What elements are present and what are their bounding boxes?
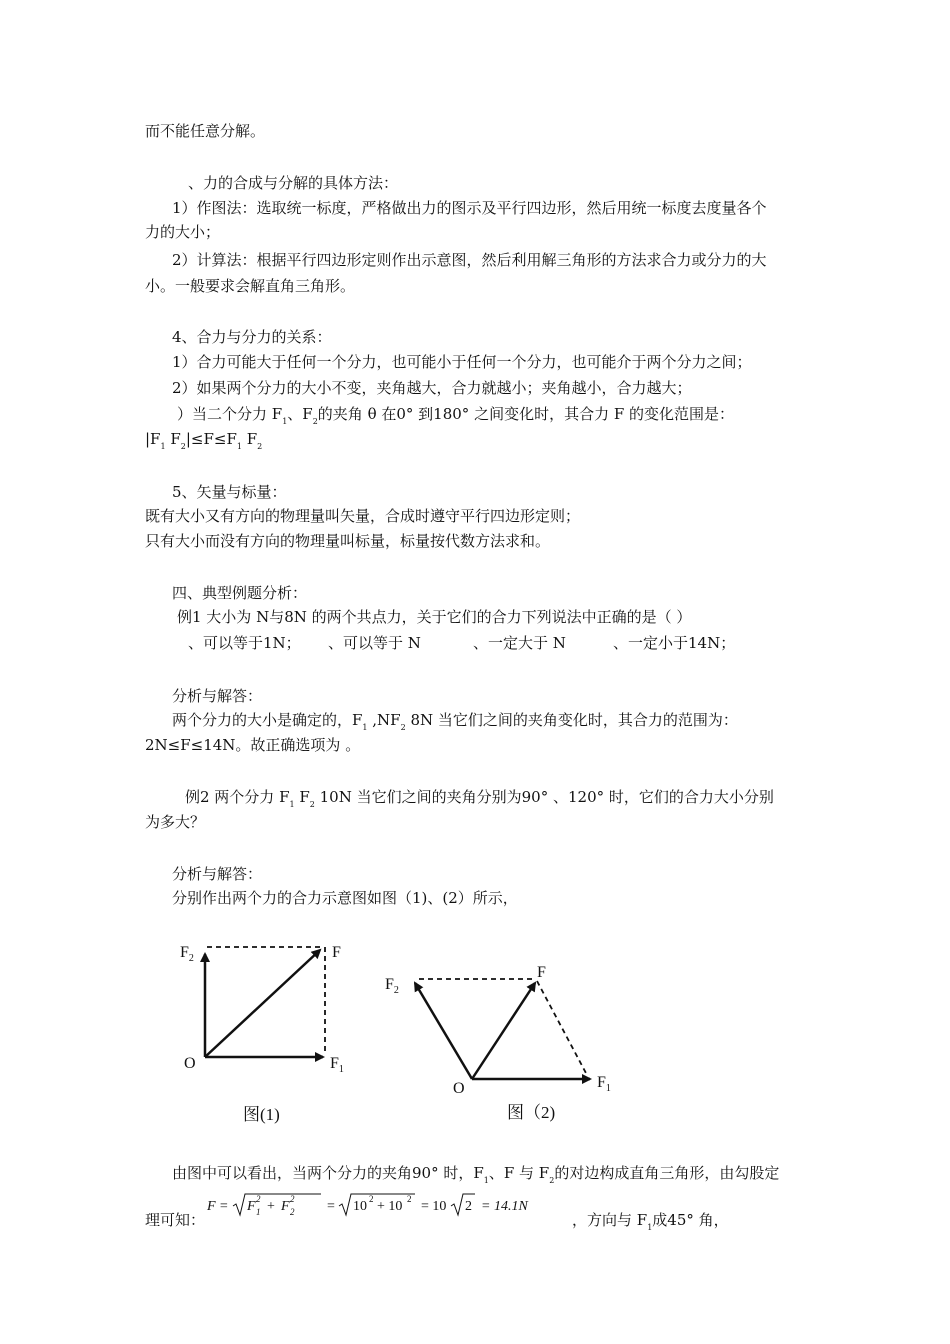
svg-text:2: 2 <box>369 1194 374 1204</box>
text-line: 2）如果两个分力的大小不变，夹角越大，合力就越小；夹角越小，合力越大； <box>172 379 692 397</box>
text-line: 2N≤F≤14N。故正确选项为 。 <box>145 736 361 754</box>
text-line: 小。一般要求会解直角三角形。 <box>145 277 356 295</box>
text-line: ）当二个分力 $F_1$、$F_2$的夹角 θ 在0° 到180° 之间变化时，其合力 F 的变化范围是： <box>177 405 735 426</box>
section-heading: 分析与解答： <box>172 687 263 705</box>
svg-text:2: 2 <box>256 1194 261 1204</box>
text-line: 而不能任意分解。 <box>145 122 266 140</box>
text-line: 1）作图法：选取统一标度，严格做出力的图示及平行四边形，然后用统一标度去度量各个 <box>172 199 767 217</box>
svg-text:F =: F = <box>207 1199 229 1214</box>
svg-text:=: = <box>327 1199 335 1214</box>
text-line: 既有大小又有方向的物理量叫矢量，合成时遵守平行四边形定则； <box>145 507 581 525</box>
option-b: 、可以等于 N <box>328 634 421 652</box>
svg-text:2: 2 <box>290 1194 295 1204</box>
resultant-f-arrow <box>205 950 320 1057</box>
svg-text:+ 10: + 10 <box>377 1199 403 1214</box>
label-o: O <box>184 1055 196 1072</box>
label-f1: $F_1$ <box>597 1074 611 1094</box>
label-f1: $F_1$ <box>330 1055 344 1075</box>
svg-text:2: 2 <box>465 1199 472 1214</box>
label-o: O <box>453 1080 465 1097</box>
figure-caption: 图(1) <box>243 1105 280 1124</box>
text-line: 为多大？ <box>145 813 206 831</box>
text-line: 理可知： <box>145 1211 206 1229</box>
svg-text:2: 2 <box>407 1194 412 1204</box>
section-heading: 、力的合成与分解的具体方法： <box>188 174 399 192</box>
text-line: 力的大小； <box>145 223 221 241</box>
svg-text:10: 10 <box>353 1199 367 1214</box>
label-f2: $F_2$ <box>180 944 194 964</box>
svg-text:2: 2 <box>290 1207 295 1217</box>
svg-text:+: + <box>267 1199 275 1214</box>
option-a: 、可以等于1N； <box>188 634 301 652</box>
text-line: 1）合力可能大于任何一个分力，也可能小于任何一个分力，也可能介于两个分力之间； <box>172 353 752 371</box>
figure-1 <box>168 930 368 1130</box>
figure-2 <box>375 955 625 1125</box>
text-line: 两个分力的大小是确定的，$F_1$ $,NF_2$ 8N 当它们之间的夹角变化时，其合力的范围为： <box>172 711 738 732</box>
svg-text:= 10: = 10 <box>421 1199 447 1214</box>
text-line: 例2 两个分力 $F_1$ $F_2$ 10N 当它们之间的夹角分别为90° 、120° 时，它们的合力大小分别 <box>185 788 774 809</box>
text-line: $|F_1$ $F_2|\le F\le F_1$ $F_2$ <box>145 430 263 451</box>
option-d: 、一定小于14N； <box>613 634 736 652</box>
vector-f2-arrow <box>415 983 472 1079</box>
text-line: 2）计算法：根据平行四边形定则作出示意图，然后利用解三角形的方法求合力或分力的大 <box>172 251 767 269</box>
section-heading: 分析与解答： <box>172 865 263 883</box>
dashed-parallel-right <box>537 981 587 1075</box>
svg-text:F: F <box>247 1199 256 1214</box>
text-line: 只有大小而没有方向的物理量叫标量，标量按代数方法求和。 <box>145 532 551 550</box>
figure-caption: 图（2) <box>507 1103 556 1122</box>
text-line: ，方向与 $F_1$成45° 角， <box>572 1211 729 1232</box>
section-heading: 四、典型例题分析： <box>172 584 308 602</box>
section-heading: 5、矢量与标量： <box>172 483 287 501</box>
label-f2: $F_2$ <box>385 976 399 996</box>
svg-text:= 14.1N: = 14.1N <box>481 1199 528 1214</box>
pythagorean-formula <box>205 1188 535 1222</box>
text-line: 由图中可以看出，当两个分力的夹角90° 时，$F_1$、F 与 $F_2$的对边构成直角三角形，由勾股定 <box>172 1164 780 1185</box>
text-line: 例1 大小为 N与8N 的两个共点力，关于它们的合力下列说法中正确的是（ ） <box>177 608 692 626</box>
resultant-f-arrow <box>472 983 535 1079</box>
label-f: F <box>332 944 341 961</box>
option-c: 、一定大于 N <box>473 634 566 652</box>
svg-text:F: F <box>281 1199 290 1214</box>
section-heading: 4、合力与分力的关系： <box>172 328 332 346</box>
text-line: 分别作出两个力的合力示意图如图（1)、(2）所示， <box>172 889 518 907</box>
label-f: F <box>537 964 546 981</box>
svg-text:1: 1 <box>256 1207 261 1217</box>
